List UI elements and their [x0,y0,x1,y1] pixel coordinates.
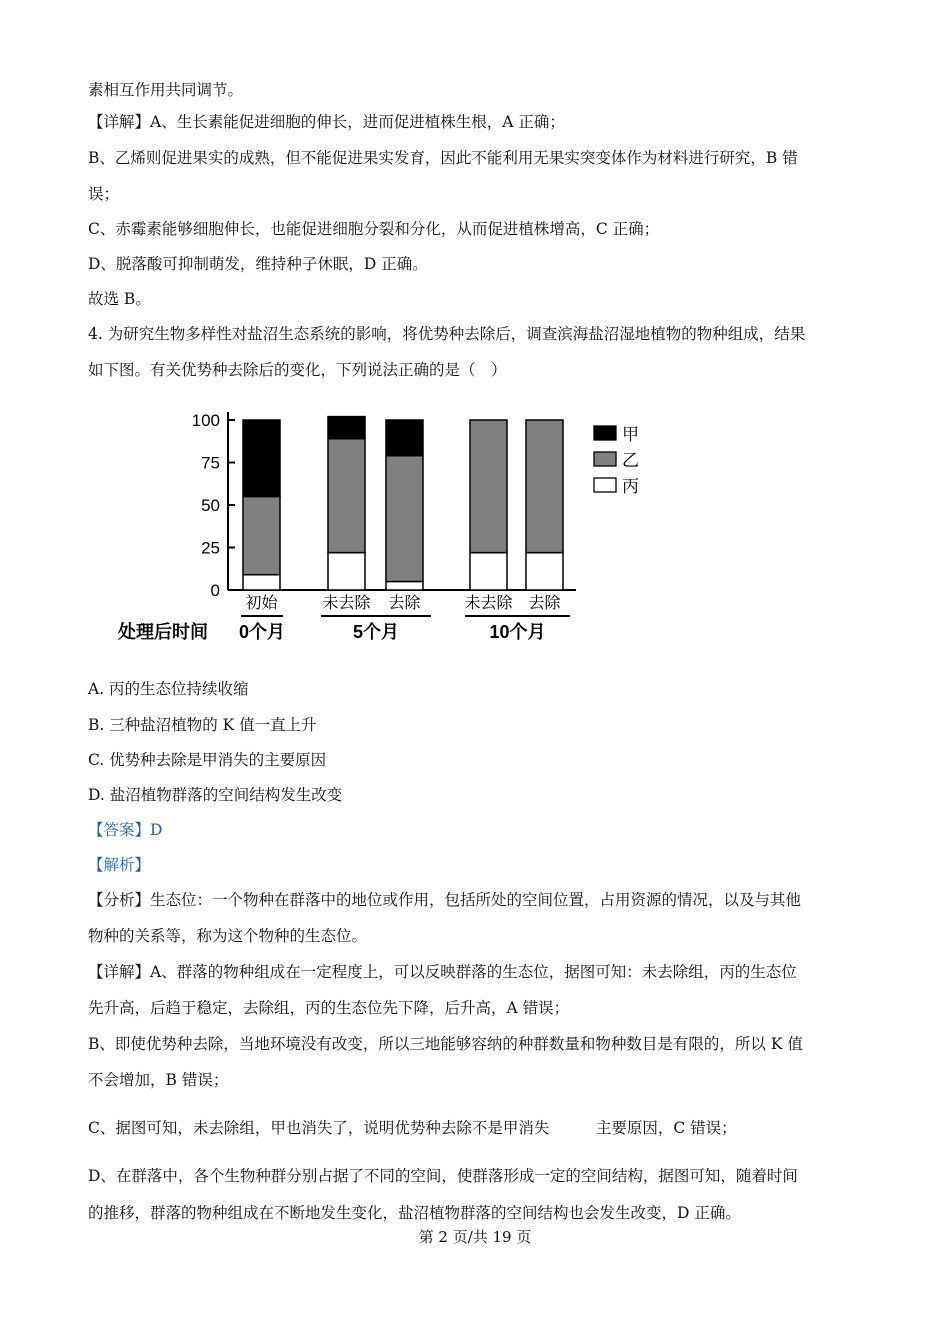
text-line: 的推移，群落的物种组成在不断地发生变化，盐沼植物群落的空间结构也会发生改变，D 正确。 [88,1204,741,1222]
text-line: B. 三种盐沼植物的 K 值一直上升 [88,716,317,734]
y-tick-label: 0 [210,581,220,600]
text-line: B、即使优势种去除，当地环境没有改变，所以三地能够容纳的种群数量和物种数目是有限的，所以 K 值 [88,1035,803,1053]
x-tick-label: 未去除 [322,595,371,612]
y-tick-label: 50 [201,496,220,515]
text-line: 【详解】A、群落的物种组成在一定程度上，可以反映群落的生态位，据图可知：未去除组，丙的生态位 [88,963,797,981]
y-tick-label: 100 [191,411,220,430]
text-line: D. 盐沼植物群落的空间结构发生改变 [88,786,343,804]
text-line: 素相互作用共同调节。 [88,81,244,99]
text-line: 【详解】A、生长素能促进细胞的伸长，进而促进植株生根，A 正确； [88,113,565,131]
text-line: C. 优势种去除是甲消失的主要原因 [88,751,327,769]
legend-swatch [594,426,616,440]
bar-segment [470,420,507,553]
answer-label: 【答案】D [88,821,163,839]
legend-swatch [594,452,616,466]
bar-segment [386,456,423,582]
bar-segment [243,575,280,590]
bar-segment [386,582,423,591]
text-line: B、乙烯则促进果实的成熟，但不能促进果实发育，因此不能利用无果实突变体作为材料进行研究，B 错 [88,149,798,167]
page-footer: 第 2 页/共 19 页 [418,1228,532,1246]
text-line: 如下图。有关优势种去除后的变化，下列说法正确的是（ ） [88,361,507,379]
text-line: 4. 为研究生物多样性对盐沼生态系统的影响，将优势种去除后，调查滨海盐沼湿地植物的物种组成，结果 [88,325,806,343]
bar-segment [526,553,563,590]
x-axis-label: 处理后时间 [118,622,208,642]
legend-swatch [594,478,616,492]
x-tick-label: 未去除 [464,595,513,612]
text-line: 故选 B。 [88,290,151,308]
text-line: C、赤霉素能够细胞伸长，也能促进细胞分裂和分化，从而促进植株增高，C 正确； [88,220,660,238]
text-line: D、在群落中，各个生物种群分别占据了不同的空间，使群落形成一定的空间结构，据图可知，随着时间 [88,1167,798,1185]
x-tick-label: 去除 [388,595,421,612]
text-line: 先升高，后趋于稳定，去除组，丙的生态位先下降，后升高，A 错误； [88,999,570,1017]
text-line: 【分析】生态位：一个物种在群落中的地位或作用，包括所处的空间位置，占用资源的情况，以及与其他 [88,891,802,909]
x-tick-label: 去除 [528,595,561,612]
text-line: 不会增加，B 错误； [88,1071,229,1089]
legend-label: 丙 [622,477,639,496]
group-label: 5个月 [352,622,400,642]
y-tick-label: 25 [201,538,220,558]
bar-segment [470,553,507,590]
group-label: 10个月 [489,622,546,642]
text-line: A. 丙的生态位持续收缩 [88,680,249,698]
stacked-bar-chart [108,400,668,650]
bar-segment [243,420,280,497]
bar-segment [243,497,280,575]
bar-segment [328,439,365,553]
legend-label: 甲 [622,425,639,444]
group-label: 0个月 [238,622,286,642]
bar-segment [328,417,365,439]
bar-segment [526,420,563,553]
text-line: 误； [88,185,120,203]
text-line: C、据图可知，未去除组，甲也消失了，说明优势种去除不是甲消失 主要原因，C 错误； [88,1119,737,1137]
legend-label: 乙 [622,451,639,470]
text-line: D、脱落酸可抑制萌发，维持种子休眠，D 正确。 [88,255,428,273]
x-tick-label: 初始 [245,595,278,612]
bar-segment [386,420,423,456]
y-tick-label: 75 [201,453,220,473]
text-line: 物种的关系等，称为这个物种的生态位。 [88,927,368,945]
analysis-label: 【解析】 [88,856,151,874]
bar-segment [328,553,365,590]
